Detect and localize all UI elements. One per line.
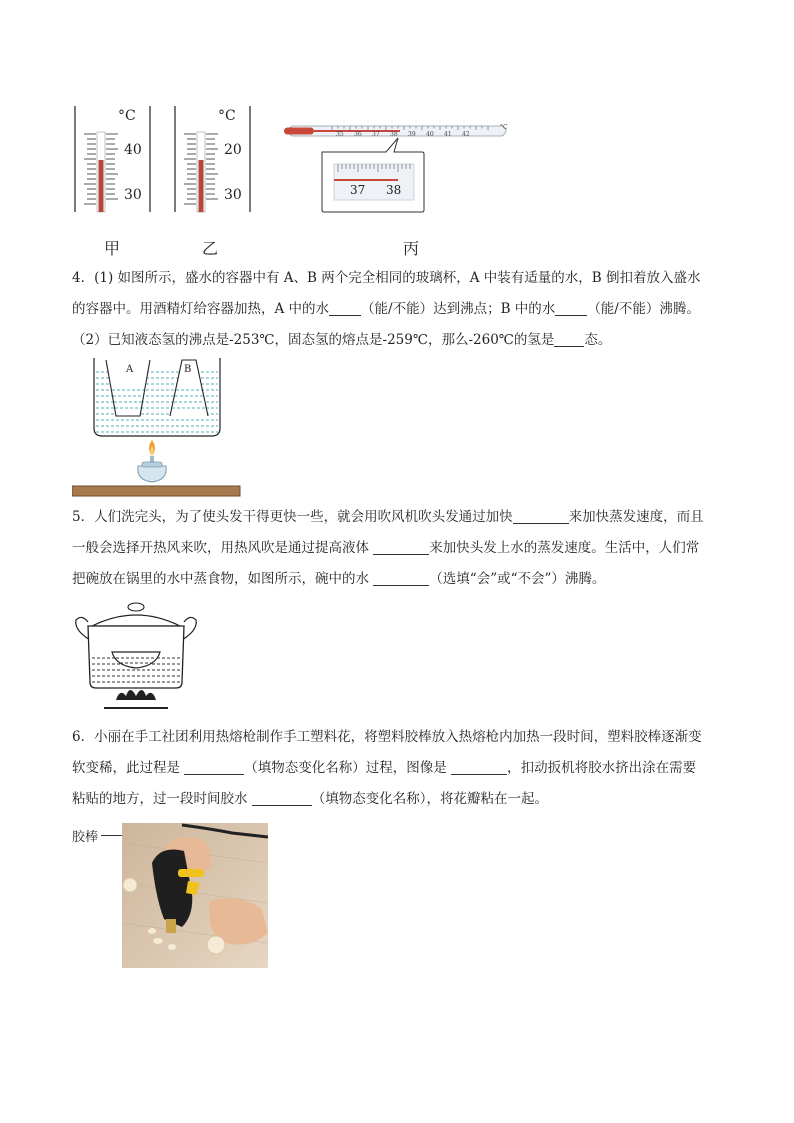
scale-number: 38	[390, 131, 398, 138]
glue-gun-drawing	[122, 823, 268, 968]
q5-text: 一般会选择开热风来吹，用热风吹是通过提高液体	[72, 540, 374, 556]
thermometer-bing	[282, 116, 514, 216]
thermometer-jia-unit: °C	[118, 108, 136, 124]
zoom-number-38: 38	[386, 183, 402, 197]
thermometer-bing-unit: °C	[500, 124, 508, 131]
cup-a-label: A	[126, 364, 134, 375]
q6-line-1	[72, 727, 732, 747]
q5-text: 把碗放在锅里的水中蒸食物，如图所示，碗中的水	[72, 571, 374, 587]
caption-jia: 甲	[104, 239, 121, 258]
q6-text: 软变稀，此过程是	[72, 760, 185, 776]
glue-gun-photo	[122, 823, 268, 968]
q6-blank-1[interactable]	[184, 760, 244, 775]
q5-blank-2[interactable]	[373, 540, 429, 555]
q6-line-2	[72, 758, 732, 778]
caption-bing: 丙	[403, 239, 420, 258]
q4-line-3	[72, 330, 732, 350]
q4-text: 4．(1) 如图所示，盛水的容器中有 A、B 两个完全相同的玻璃杯，A 中装有适量的水，B 倒扣着放入盛水	[72, 270, 701, 286]
q4-text: 态。	[584, 332, 612, 348]
q4-text: （能/不能）沸腾。	[587, 301, 700, 317]
beaker-drawing	[72, 356, 244, 500]
q4-blank-1[interactable]	[329, 301, 361, 316]
q6-text: 6．小丽在手工社团利用热熔枪制作手工塑料花，将塑料胶棒放入热熔枪内加热一段时间，塑料胶棒逐渐变	[72, 729, 702, 745]
q6-text: ，扣动扳机将胶水挤出涂在需要	[507, 760, 697, 776]
q5-blank-1[interactable]	[513, 509, 569, 524]
glue-stick-label: 胶棒	[72, 830, 99, 845]
steaming-pot-drawing	[70, 600, 202, 712]
q4-blank-3[interactable]	[554, 332, 584, 347]
thermometer-yi-bottom-value: 30	[224, 187, 242, 203]
q4-line-1	[72, 268, 732, 288]
scale-number: 37	[372, 131, 380, 138]
thermometer-bing-drawing	[282, 116, 514, 216]
steaming-pot-figure	[70, 600, 202, 712]
q5-line-2	[72, 538, 732, 558]
thermometer-jia-top-value: 40	[124, 142, 142, 158]
q4-text: （能/不能）达到沸点；B 中的水	[361, 301, 556, 317]
scale-number: 36	[354, 131, 362, 138]
q4-blank-2[interactable]	[555, 301, 587, 316]
thermometer-yi	[172, 104, 252, 216]
q5-line-3	[72, 569, 732, 589]
zoom-number-37: 37	[350, 183, 366, 197]
scale-number: 42	[462, 131, 470, 138]
q5-text: 5．人们洗完头，为了使头发干得更快一些，就会用吹风机吹头发通过加快	[72, 509, 513, 525]
q6-text: （填物态变化名称），将花瓣粘在一起。	[311, 791, 549, 807]
q6-blank-2[interactable]	[451, 760, 507, 775]
q5-text: （选填“会”或“不会”）沸腾。	[429, 571, 606, 587]
scale-number: 39	[408, 131, 416, 138]
thermometer-yi-top-value: 20	[224, 142, 242, 158]
q6-line-3	[72, 789, 732, 809]
scale-number: 35	[336, 131, 344, 138]
beaker-figure	[72, 356, 244, 500]
q6-text: 粘贴的地方，过一段时间胶水	[72, 791, 252, 807]
thermometer-jia-bottom-value: 30	[124, 187, 142, 203]
q5-text: 来加快头发上水的蒸发速度。生活中，人们常	[429, 540, 700, 556]
caption-yi: 乙	[202, 239, 219, 258]
thermometer-jia	[72, 104, 152, 216]
q5-line-1	[72, 507, 732, 527]
q4-text: 的容器中。用酒精灯给容器加热，A 中的水	[72, 301, 330, 317]
scale-number: 40	[426, 131, 434, 138]
q4-line-2	[72, 299, 732, 319]
q5-blank-3[interactable]	[373, 571, 429, 586]
q4-text: （2）已知液态氢的沸点是-253℃，固态氢的熔点是-259℃，那么-260℃的氢是	[72, 332, 555, 348]
cup-b-label: B	[184, 364, 192, 375]
q6-blank-3[interactable]	[252, 791, 312, 806]
scale-number: 41	[444, 131, 452, 138]
q6-text: （填物态变化名称）过程，图像是	[244, 760, 452, 776]
q5-text: 来加快蒸发速度，而且	[568, 509, 704, 525]
thermometer-yi-unit: °C	[218, 108, 236, 124]
